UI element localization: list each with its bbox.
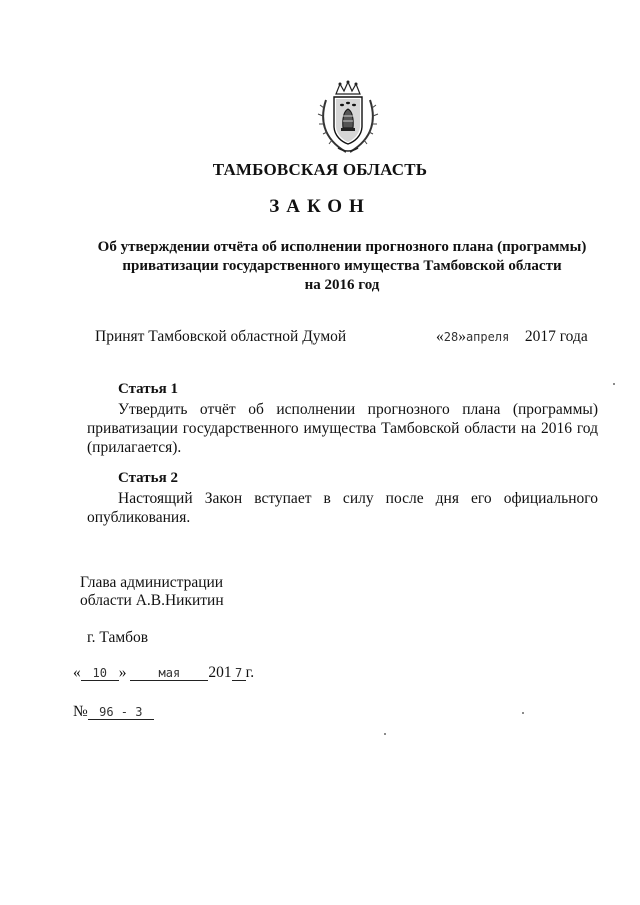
signature-name: области А.В.Никитин [80, 592, 224, 609]
adoption-close-quote: » [458, 328, 466, 345]
article-2-heading: Статья 2 [118, 470, 178, 486]
law-number-label: № [73, 703, 88, 720]
signing-day: 10 [81, 666, 119, 681]
signing-month: мая [130, 666, 208, 681]
adoption-day: 28 [443, 330, 459, 344]
scan-speck [613, 383, 615, 385]
law-number [73, 703, 154, 721]
law-title-line-3: на 2016 год [304, 277, 380, 293]
coat-of-arms-icon [316, 80, 380, 156]
adoption-text: Принят Тамбовской областной Думой [95, 328, 347, 345]
law-title [80, 238, 604, 295]
signing-year-prefix: 201 [208, 664, 232, 681]
signing-year-suffix: г. [245, 664, 255, 681]
signature-position: Глава администрации [80, 574, 224, 591]
signing-place: г. Тамбов [87, 629, 149, 646]
adoption-date [436, 328, 588, 346]
signing-open-quote: « [73, 664, 81, 681]
adoption-year: 2017 года [524, 328, 588, 345]
signing-close-quote: » [118, 664, 127, 681]
document-type-heading: ЗАКОН [269, 196, 371, 217]
law-title-line-2: приватизации государственного имущества Тамбовской области [122, 258, 562, 274]
article-1-text: Утвердить отчёт об исполнении прогнозного плана (программы) приватизации государственного имущества Тамбовской области на 2016 год (прилагается). [87, 401, 598, 456]
article-1-heading: Статья 1 [118, 381, 178, 397]
region-heading: ТАМБОВСКАЯ ОБЛАСТЬ [212, 160, 428, 179]
article-2-text: Настоящий Закон вступает в силу после дня его официального опубликования. [87, 490, 598, 526]
scan-speck [522, 712, 524, 714]
scan-speck [384, 733, 386, 735]
law-title-line-1: Об утверждении отчёта об исполнении прогнозного плана (программы) [97, 239, 587, 255]
signing-year-digit: 7 [232, 666, 246, 681]
signature-block [80, 574, 224, 610]
signing-date [73, 664, 254, 682]
law-number-value: 96 - 3 [88, 705, 154, 720]
adoption-open-quote: « [436, 328, 444, 345]
adoption-month: апреля [465, 330, 510, 344]
